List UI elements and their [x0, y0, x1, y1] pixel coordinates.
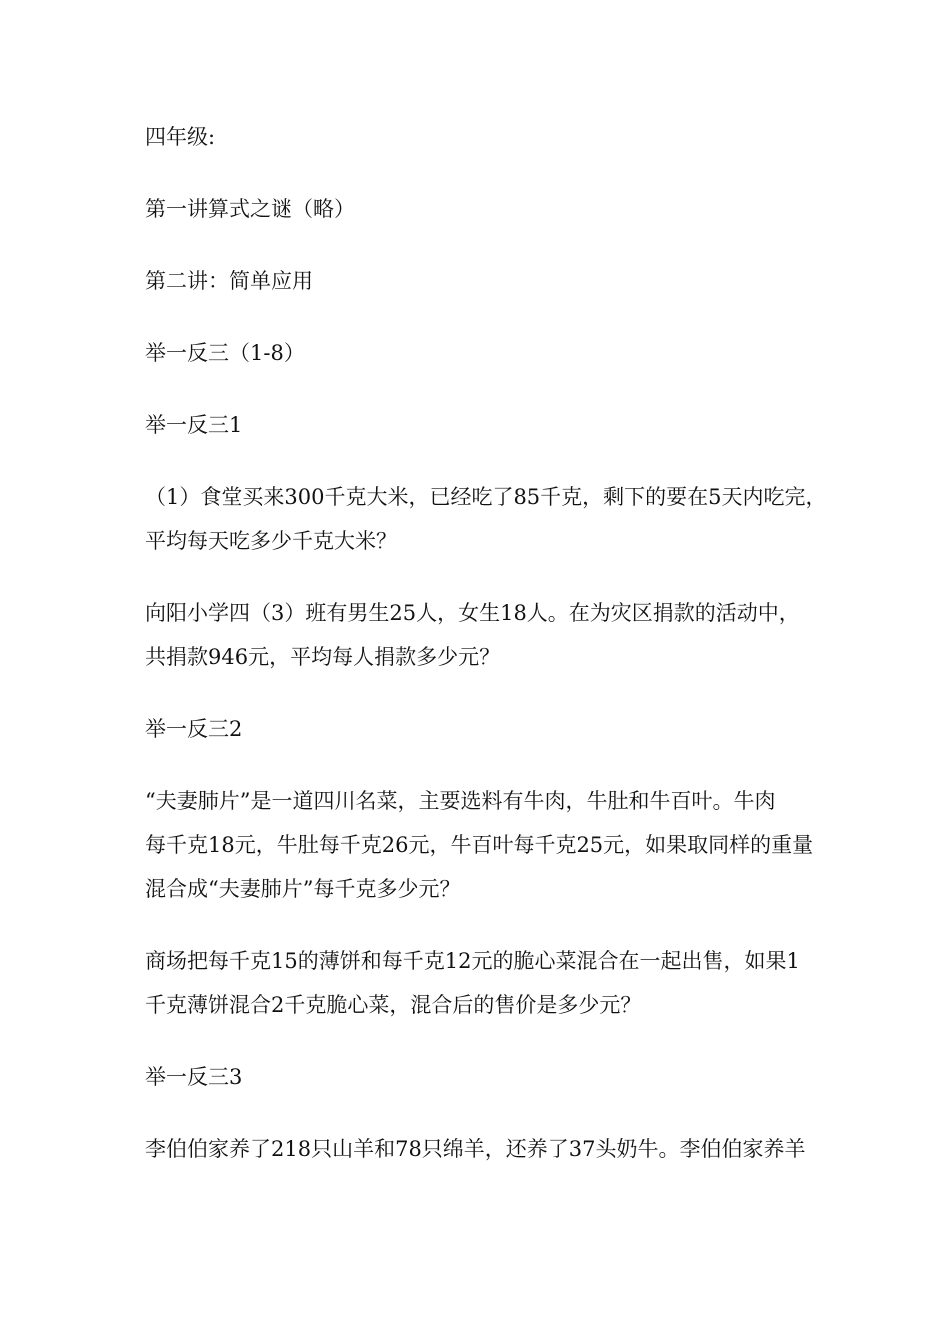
- text-line: 第二讲：简单应用: [145, 269, 313, 293]
- text-line: 举一反三3: [145, 1065, 243, 1089]
- lecture-1-title: [145, 197, 825, 221]
- section-title-1: [145, 413, 825, 437]
- section-title-3: [145, 1065, 825, 1089]
- text-line: （1）食堂买来300千克大米，已经吃了85千克，剩下的要在5天内吃完，: [145, 485, 827, 509]
- problem-donation: [145, 601, 825, 669]
- problem-livestock: [145, 1137, 825, 1161]
- problem-fuqi-feipian: [145, 789, 825, 901]
- text-line: 举一反三2: [145, 717, 243, 741]
- text-line: 千克薄饼混合2千克脆心菜，混合后的售价是多少元？: [145, 993, 642, 1017]
- text-line: 混合成“夫妻肺片”每千克多少元？: [145, 877, 461, 901]
- text-line: 四年级:: [145, 125, 216, 149]
- lecture-2-title: [145, 269, 825, 293]
- text-line: 第一讲算式之谜（略）: [145, 197, 355, 221]
- text-line: 共捐款946元，平均每人捐款多少元？: [145, 645, 501, 669]
- text-line: 举一反三（1-8）: [145, 341, 305, 365]
- text-line: “夫妻肺片”是一道四川名菜，主要选料有牛肉，牛肚和牛百叶。牛肉: [145, 789, 776, 813]
- problem-mixed-vegetables: [145, 949, 825, 1017]
- text-line: 向阳小学四（3）班有男生25人，女生18人。在为灾区捐款的活动中，: [145, 601, 800, 625]
- text-line: 平均每天吃多少千克大米？: [145, 529, 397, 553]
- section-title-1-8: [145, 341, 825, 365]
- section-title-2: [145, 717, 825, 741]
- problem-rice: [145, 485, 825, 553]
- text-line: 每千克18元，牛肚每千克26元，牛百叶每千克25元，如果取同样的重量: [145, 833, 814, 857]
- text-line: 举一反三1: [145, 413, 243, 437]
- grade-heading: [145, 125, 825, 149]
- text-line: 李伯伯家养了218只山羊和78只绵羊，还养了37头奶牛。李伯伯家养羊: [145, 1137, 806, 1161]
- text-line: 商场把每千克15的薄饼和每千克12元的脆心菜混合在一起出售，如果1: [145, 949, 800, 973]
